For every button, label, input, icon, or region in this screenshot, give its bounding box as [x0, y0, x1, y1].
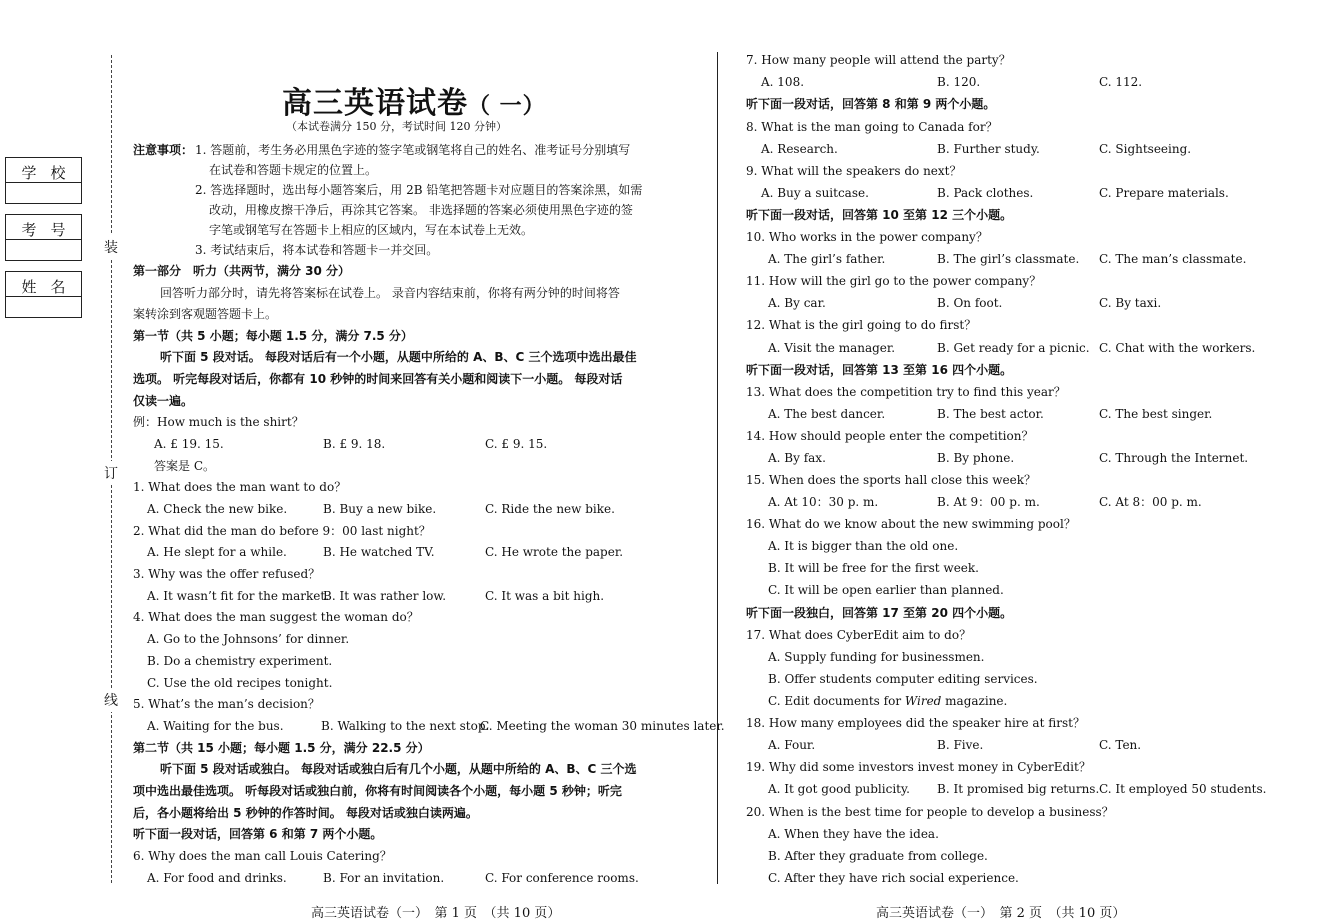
q12-option-a: A. Visit the manager.: [768, 341, 896, 355]
notice-line: 2. 答选择题时，选出每小题答案后，用 2B 铅笔把答题卡对应题目的答案涂黑，如需: [195, 183, 643, 197]
question-15: 15. When does the sports hall close this week？: [746, 473, 1036, 487]
q5-option-c: C. Meeting the woman 30 minutes later.: [480, 719, 725, 733]
example-option-b: B. £ 9. 18.: [323, 437, 386, 451]
section1-instruction: 听下面 5 段对话。 每段对话后有一个小题，从题中所给的 A、B、C 三个选项中选出最佳: [160, 350, 637, 364]
q20-option-b: B. After they graduate from college.: [768, 849, 988, 863]
part1-heading: 第一部分 听力（共两节，满分 30 分）: [133, 264, 351, 278]
exam-number-field[interactable]: [5, 214, 82, 261]
page-title: [282, 78, 546, 122]
question-14: 14. How should people enter the competition？: [746, 429, 1034, 443]
title-main: 高三英语试卷: [282, 86, 468, 121]
monologue-group-heading: 听下面一段独白，回答第 17 至第 20 四个小题。: [746, 606, 1013, 620]
q14-option-b: B. By phone.: [937, 451, 1015, 465]
question-2: 2. What did the man do before 9：00 last night？: [133, 524, 431, 538]
binding-char-ding: 订: [104, 461, 118, 485]
section2-heading: 第二节（共 15 小题；每小题 1.5 分，满分 22.5 分）: [133, 741, 430, 755]
q1-option-a: A. Check the new bike.: [147, 502, 288, 516]
q4-option-c: C. Use the old recipes tonight.: [147, 676, 333, 690]
dialogue-group-heading: 听下面一段对话，回答第 8 和第 9 两个小题。: [746, 97, 996, 111]
q20-option-c: C. After they have rich social experience.: [768, 871, 1019, 885]
q8-option-c: C. Sightseeing.: [1099, 142, 1192, 156]
q12-option-c: C. Chat with the workers.: [1099, 341, 1256, 355]
q18-option-a: A. Four.: [768, 738, 816, 752]
question-10: 10. Who works in the power company？: [746, 230, 988, 244]
notice-line: 3. 考试结束后，将本试卷和答题卡一并交回。: [195, 243, 439, 257]
q18-option-b: B. Five.: [937, 738, 984, 752]
notice-line: 改动，用橡皮擦干净后，再涂其它答案。 非选择题的答案必须使用黑色字迹的签: [209, 203, 633, 217]
q19-option-c: C. It employed 50 students.: [1099, 782, 1267, 796]
q8-option-b: B. Further study.: [937, 142, 1040, 156]
title-paren: （ 一）: [468, 94, 546, 119]
name-label: 姓名: [21, 278, 80, 296]
q16-option-b: B. It will be free for the first week.: [768, 561, 979, 575]
notice-line: 1. 答题前，考生务必用黑色字迹的签字笔或钢笔将自己的姓名、准考证号分别填写: [195, 143, 631, 157]
q1-option-c: C. Ride the new bike.: [485, 502, 615, 516]
notice-line: 字笔或钢笔写在答题卡上相应的区域内，写在本试卷上无效。: [209, 223, 534, 237]
question-12: 12. What is the girl going to do first？: [746, 318, 977, 332]
question-11: 11. How will the girl go to the power company？: [746, 274, 1042, 288]
section1-instruction: 选项。 听完每段对话后，你都有 10 秒钟的时间来回答有关小题和阅读下一小题。 每段对话: [133, 372, 623, 386]
q13-option-a: A. The best dancer.: [768, 407, 886, 421]
question-1: 1. What does the man want to do？: [133, 480, 347, 494]
q2-option-b: B. He watched TV.: [323, 545, 435, 559]
question-20: 20. When is the best time for people to develop a business？: [746, 805, 1114, 819]
question-3: 3. Why was the offer refused？: [133, 567, 321, 581]
binding-char-xian: 线: [104, 688, 118, 712]
section2-instruction: 项中选出最佳选项。 听每段对话或独白前，你将有时间阅读各个小题，每小题 5 秒钟；听完: [133, 784, 622, 798]
q20-option-a: A. When they have the idea.: [768, 827, 939, 841]
q2-option-a: A. He slept for a while.: [147, 545, 287, 559]
q15-option-c: C. At 8：00 p. m.: [1099, 495, 1202, 509]
part1-intro: 案转涂到客观题答题卡上。: [133, 307, 278, 321]
example-option-a: A. £ 19. 15.: [154, 437, 224, 451]
section2-instruction: 后，各小题将给出 5 秒钟的作答时间。 每段对话或独白读两遍。: [133, 806, 478, 820]
notice-label: 注意事项：: [133, 143, 194, 157]
q1-option-b: B. Buy a new bike.: [323, 502, 437, 516]
page-footer-left: 高三英语试卷（一） 第 1 页 （共 10 页）: [311, 906, 561, 921]
q7-option-c: C. 112.: [1099, 75, 1143, 89]
question-16: 16. What do we know about the new swimming pool？: [746, 517, 1076, 531]
q10-option-c: C. The man’s classmate.: [1099, 252, 1247, 266]
example-question: 例：How much is the shirt？: [133, 415, 304, 429]
q19-option-b: B. It promised big returns.: [937, 782, 1100, 796]
q15-option-a: A. At 10：30 p. m.: [768, 495, 879, 509]
q6-option-a: A. For food and drinks.: [147, 871, 287, 885]
q19-option-a: A. It got good publicity.: [768, 782, 910, 796]
dialogue-group-heading: 听下面一段对话，回答第 10 至第 12 三个小题。: [746, 208, 1013, 222]
q11-option-a: A. By car.: [768, 296, 826, 310]
section1-heading: 第一节（共 5 小题；每小题 1.5 分，满分 7.5 分）: [133, 329, 413, 343]
question-7: 7. How many people will attend the party？: [746, 53, 1011, 67]
q11-option-b: B. On foot.: [937, 296, 1003, 310]
q17-option-c-pre: C. Edit documents for: [768, 694, 905, 708]
q6-option-c: C. For conference rooms.: [485, 871, 639, 885]
q17-option-a: A. Supply funding for businessmen.: [768, 650, 985, 664]
q13-option-c: C. The best singer.: [1099, 407, 1213, 421]
q10-option-a: A. The girl’s father.: [768, 252, 886, 266]
q9-option-b: B. Pack clothes.: [937, 186, 1034, 200]
q16-option-c: C. It will be open earlier than planned.: [768, 583, 1004, 597]
q9-option-c: C. Prepare materials.: [1099, 186, 1229, 200]
q4-option-b: B. Do a chemistry experiment.: [147, 654, 333, 668]
dialogue-group-heading: 听下面一段对话，回答第 6 和第 7 两个小题。: [133, 827, 383, 841]
section1-instruction: 仅读一遍。: [133, 394, 194, 408]
q14-option-c: C. Through the Internet.: [1099, 451, 1249, 465]
q15-option-b: B. At 9：00 p. m.: [937, 495, 1040, 509]
example-option-c: C. £ 9. 15.: [485, 437, 548, 451]
q5-option-a: A. Waiting for the bus.: [147, 719, 284, 733]
binding-char-zhuang: 装: [104, 235, 118, 259]
q2-option-c: C. He wrote the paper.: [485, 545, 624, 559]
subtitle: （本试卷满分 150 分，考试时间 120 分钟）: [286, 120, 507, 133]
question-8: 8. What is the man going to Canada for？: [746, 120, 998, 134]
notice-line: 在试卷和答题卡规定的位置上。: [209, 163, 378, 177]
q10-option-b: B. The girl’s classmate.: [937, 252, 1080, 266]
q14-option-a: A. By fax.: [768, 451, 826, 465]
q17-option-c-italic: Wired: [904, 694, 942, 708]
q13-option-b: B. The best actor.: [937, 407, 1044, 421]
q6-option-b: B. For an invitation.: [323, 871, 445, 885]
q8-option-a: A. Research.: [761, 142, 838, 156]
q9-option-a: A. Buy a suitcase.: [761, 186, 869, 200]
question-9: 9. What will the speakers do next？: [746, 164, 962, 178]
q17-option-b: B. Offer students computer editing services.: [768, 672, 1038, 686]
q7-option-b: B. 120.: [937, 75, 981, 89]
q17-option-c: [768, 694, 1007, 708]
q18-option-c: C. Ten.: [1099, 738, 1142, 752]
question-5: 5. What’s the man’s decision？: [133, 697, 320, 711]
column-divider: [717, 52, 718, 884]
part1-intro: 回答听力部分时，请先将答案标在试卷上。 录音内容结束前，你将有两分钟的时间将答: [160, 286, 620, 300]
dialogue-group-heading: 听下面一段对话，回答第 13 至第 16 四个小题。: [746, 363, 1013, 377]
question-18: 18. How many employees did the speaker hire at first？: [746, 716, 1085, 730]
q17-option-c-post: magazine.: [941, 694, 1008, 708]
page-footer-right: 高三英语试卷（一） 第 2 页 （共 10 页）: [876, 906, 1126, 921]
question-19: 19. Why did some investors invest money in CyberEdit？: [746, 760, 1091, 774]
question-6: 6. Why does the man call Louis Catering？: [133, 849, 392, 863]
question-13: 13. What does the competition try to find this year？: [746, 385, 1066, 399]
q4-option-a: A. Go to the Johnsons’ for dinner.: [147, 632, 350, 646]
school-label: 学校: [21, 164, 80, 182]
section2-instruction: 听下面 5 段对话或独白。 每段对话或独白后有几个小题，从题中所给的 A、B、C 三个选: [160, 762, 637, 776]
question-17: 17. What does CyberEdit aim to do？: [746, 628, 972, 642]
q7-option-a: A. 108.: [761, 75, 805, 89]
q11-option-c: C. By taxi.: [1099, 296, 1162, 310]
q16-option-a: A. It is bigger than the old one.: [768, 539, 959, 553]
question-4: 4. What does the man suggest the woman do？: [133, 610, 419, 624]
school-field[interactable]: [5, 157, 82, 204]
q3-option-b: B. It was rather low.: [323, 589, 447, 603]
example-answer: 答案是 C。: [154, 459, 215, 473]
q3-option-a: A. It wasn’t fit for the market.: [147, 589, 330, 603]
q5-option-b: B. Walking to the next stop.: [321, 719, 490, 733]
q3-option-c: C. It was a bit high.: [485, 589, 605, 603]
name-field[interactable]: [5, 271, 82, 318]
exam-number-label: 考号: [21, 221, 80, 239]
q12-option-b: B. Get ready for a picnic.: [937, 341, 1090, 355]
